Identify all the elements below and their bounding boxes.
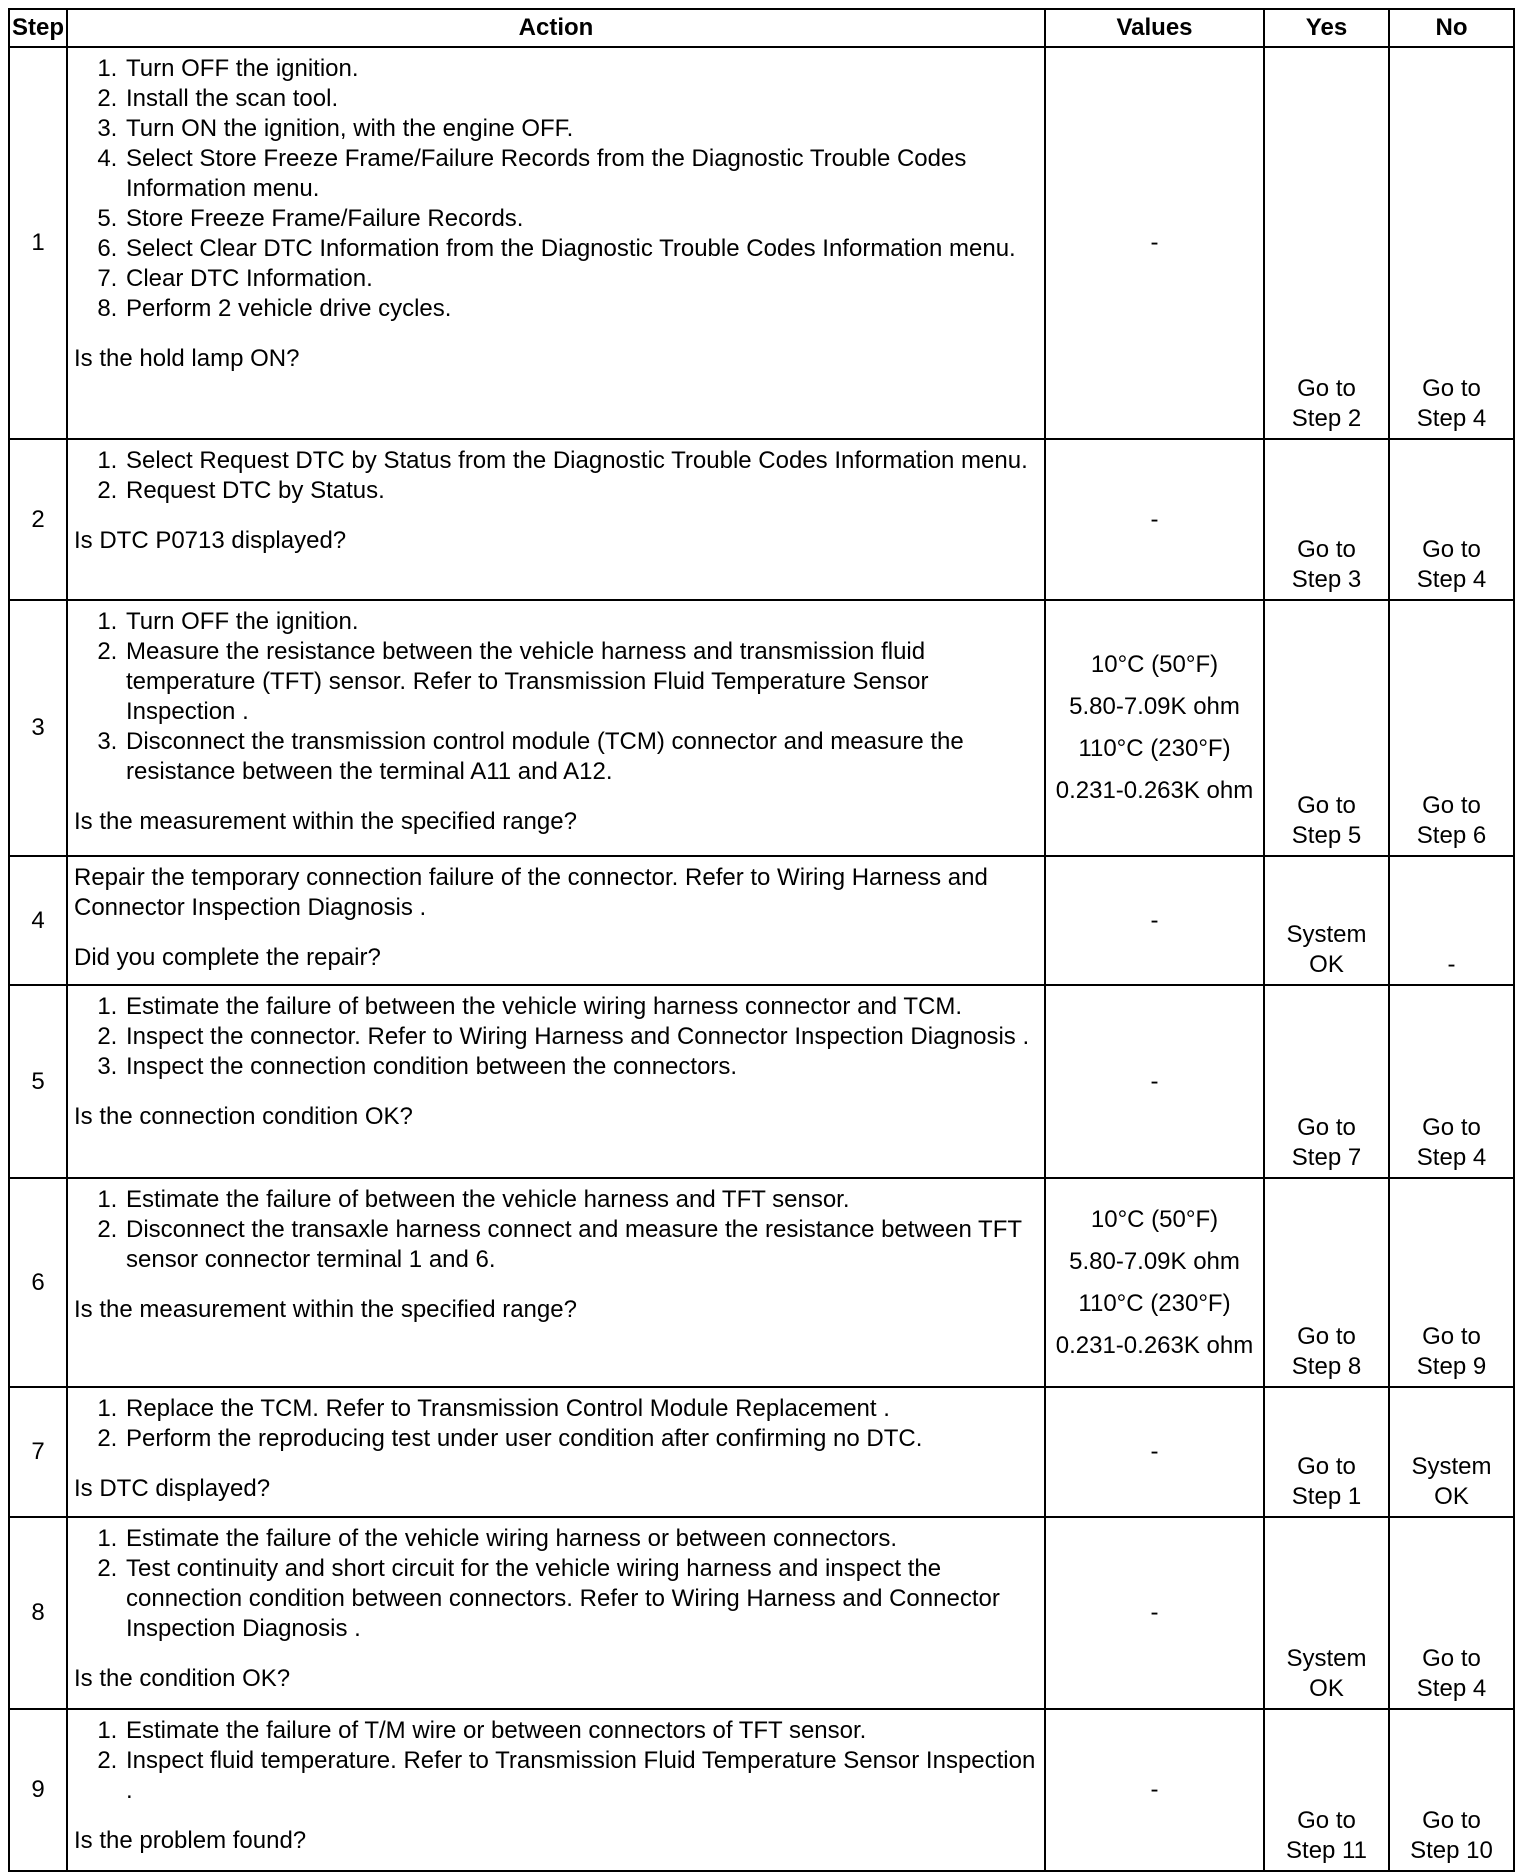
action-item: 3. Inspect the connection condition between the connectors. [124,1052,1038,1082]
yes-cell [1264,856,1389,985]
action-item: 4. Select Store Freeze Frame/Failure Records from the Diagnostic Trouble Codes Information menu. [124,144,1038,204]
action-list [74,446,1038,506]
no-text: Step 6 [1416,822,1487,849]
header-step: Step [9,9,67,47]
action-item: 1. Estimate the failure of the vehicle wiring harness or between connectors. [124,1524,1038,1554]
no-cell [1389,1517,1514,1709]
value-text: 110°C (230°F) [1078,1289,1231,1317]
no-text: Step 4 [1416,1675,1487,1702]
no-text: Go to [1422,792,1481,819]
yes-text: System [1286,1645,1367,1672]
step-cell: 1 [9,47,67,439]
action-item: 2. Request DTC by Status. [124,476,1038,506]
action-item: 1. Estimate the failure of between the vehicle harness and TFT sensor. [124,1185,1038,1215]
action-text: Repair the temporary connection failure of the connector. Refer to Wiring Harness and Connector Inspection Diagnosis . [74,864,988,921]
header-no: No [1389,9,1514,47]
action-item: 2. Disconnect the transaxle harness connect and measure the resistance between TFT sensor connector terminal 1 and 6. [124,1215,1038,1275]
action-item: 1. Estimate the failure of between the vehicle wiring harness connector and TCM. [124,992,1038,1022]
action-cell [67,1517,1045,1709]
no-text: Step 4 [1416,1144,1487,1171]
no-text: Go to [1422,375,1481,402]
yes-text: Step 3 [1291,566,1362,593]
yes-cell [1264,1178,1389,1387]
step-cell: 4 [9,856,67,985]
action-item: 1. Estimate the failure of T/M wire or between connectors of TFT sensor. [124,1716,1038,1746]
value-text: 0.231-0.263K ohm [1055,777,1254,804]
no-cell [1389,600,1514,856]
header-values: Values [1045,9,1264,47]
action-list [74,1524,1038,1644]
value-text: - [1150,1438,1159,1465]
action-cell [67,1178,1045,1387]
value-text: - [1150,229,1159,256]
value-text: - [1150,906,1159,934]
action-question: Is the problem found? [74,1827,307,1854]
no-text: Go to [1422,1114,1481,1141]
action-cell [67,856,1045,985]
yes-text: OK [1309,1675,1344,1702]
action-item: 3. Turn ON the ignition, with the engine OFF. [124,114,1038,144]
step-cell: 7 [9,1387,67,1517]
action-item: 1. Select Request DTC by Status from the Diagnostic Trouble Codes Information menu. [124,446,1038,476]
action-list [74,992,1038,1082]
no-text: Go to [1422,1807,1481,1834]
action-list [74,54,1038,324]
yes-text: Step 11 [1286,1837,1367,1864]
yes-cell [1264,47,1389,439]
action-item: 8. Perform 2 vehicle drive cycles. [124,294,1038,324]
table-row [9,47,1514,439]
no-text: Step 10 [1410,1837,1493,1864]
values-cell [1045,439,1264,600]
value-text: 5.80-7.09K ohm [1069,1247,1240,1275]
action-item: 2. Test continuity and short circuit for the vehicle wiring harness and inspect the connection condition between connectors. Refer to Wiring Harness and Connector Inspection Diagnosis . [124,1554,1038,1644]
yes-text: Step 1 [1291,1483,1362,1510]
yes-text: System [1286,921,1367,948]
action-question: Is the measurement within the specified range? [74,1296,577,1323]
step-cell: 2 [9,439,67,600]
step-cell: 6 [9,1178,67,1387]
value-text: - [1150,1599,1159,1626]
values-cell [1045,1178,1264,1387]
no-cell [1389,1709,1514,1871]
header-row [9,9,1514,47]
step-cell: 3 [9,600,67,856]
action-question: Is the connection condition OK? [74,1103,413,1130]
yes-cell [1264,439,1389,600]
table-row [9,1709,1514,1871]
value-text: 5.80-7.09K ohm [1069,693,1240,720]
no-text: OK [1434,1483,1469,1510]
action-cell [67,985,1045,1178]
value-text: 10°C (50°F) [1090,651,1219,678]
action-item: 6. Select Clear DTC Information from the Diagnostic Trouble Codes Information menu. [124,234,1038,264]
table-row [9,985,1514,1178]
values-cell [1045,47,1264,439]
no-cell [1389,439,1514,600]
no-text: Step 4 [1416,405,1487,432]
step-cell: 8 [9,1517,67,1709]
action-item: 5. Store Freeze Frame/Failure Records. [124,204,1038,234]
action-cell [67,1709,1045,1871]
yes-cell [1264,1709,1389,1871]
values-cell [1045,1517,1264,1709]
yes-text: Go to [1297,1114,1356,1141]
action-item: 2. Install the scan tool. [124,84,1038,114]
action-cell [67,47,1045,439]
table-row [9,1517,1514,1709]
header-action: Action [67,9,1045,47]
action-list [74,607,1038,787]
no-text: Step 9 [1416,1353,1487,1380]
yes-text: Step 5 [1291,822,1362,849]
action-cell [67,439,1045,600]
value-text: - [1150,1776,1159,1803]
yes-cell [1264,1387,1389,1517]
value-text: - [1150,505,1159,533]
no-text: Go to [1422,1323,1481,1350]
action-item: 2. Measure the resistance between the vehicle harness and transmission fluid temperature (TFT) sensor. Refer to Transmission Fluid Temperature Sensor Inspection . [124,637,1038,727]
values-cell [1045,600,1264,856]
yes-cell [1264,600,1389,856]
no-text: Go to [1422,536,1481,563]
action-cell [67,600,1045,856]
action-list [74,1185,1038,1275]
table-row [9,856,1514,985]
value-text: 0.231-0.263K ohm [1055,1331,1254,1359]
action-cell [67,1387,1045,1517]
no-text: Step 4 [1416,566,1487,593]
table-row [9,1387,1514,1517]
no-text: System [1411,1453,1492,1480]
action-item: 1. Turn OFF the ignition. [124,607,1038,637]
yes-text: Go to [1297,536,1356,563]
table-row [9,439,1514,600]
action-item: 2. Perform the reproducing test under user condition after confirming no DTC. [124,1424,1038,1454]
action-item: 1. Turn OFF the ignition. [124,54,1038,84]
no-text: Go to [1422,1645,1481,1672]
action-question: Is the hold lamp ON? [74,345,300,372]
no-cell [1389,985,1514,1178]
diagnostic-table [8,8,1515,1872]
values-cell [1045,856,1264,985]
no-cell [1389,47,1514,439]
values-cell [1045,985,1264,1178]
table-body [9,47,1514,1871]
action-list [74,1394,1038,1454]
action-item: 7. Clear DTC Information. [124,264,1038,294]
no-text: - [1447,951,1456,978]
action-item: 2. Inspect the connector. Refer to Wiring Harness and Connector Inspection Diagnosis . [124,1022,1038,1052]
yes-text: Step 8 [1291,1353,1362,1380]
table-row [9,1178,1514,1387]
values-cell [1045,1709,1264,1871]
action-question: Is DTC P0713 displayed? [74,527,347,554]
action-item: 3. Disconnect the transmission control module (TCM) connector and measure the resistance between the terminal A11 and A12. [124,727,1038,787]
table-row [9,600,1514,856]
action-question: Is DTC displayed? [74,1475,271,1502]
yes-cell [1264,985,1389,1178]
step-cell: 5 [9,985,67,1178]
action-question: Did you complete the repair? [74,944,381,971]
yes-text: Step 2 [1291,405,1362,432]
yes-text: Go to [1297,1323,1356,1350]
no-cell [1389,1387,1514,1517]
action-item: 1. Replace the TCM. Refer to Transmission Control Module Replacement . [124,1394,1038,1424]
no-cell [1389,856,1514,985]
no-cell [1389,1178,1514,1387]
action-list [74,1716,1038,1806]
yes-text: OK [1309,951,1344,978]
header-yes: Yes [1264,9,1389,47]
values-cell [1045,1387,1264,1517]
step-cell: 9 [9,1709,67,1871]
yes-cell [1264,1517,1389,1709]
action-item: 2. Inspect fluid temperature. Refer to Transmission Fluid Temperature Sensor Inspection . [124,1746,1038,1806]
action-question: Is the measurement within the specified range? [74,808,577,835]
value-text: - [1150,1067,1159,1095]
yes-text: Go to [1297,375,1356,402]
yes-text: Go to [1297,792,1356,819]
value-text: 10°C (50°F) [1090,1205,1219,1233]
action-question: Is the condition OK? [74,1665,291,1692]
value-text: 110°C (230°F) [1078,735,1231,762]
yes-text: Go to [1297,1453,1356,1480]
yes-text: Go to [1297,1807,1356,1834]
yes-text: Step 7 [1291,1144,1362,1171]
